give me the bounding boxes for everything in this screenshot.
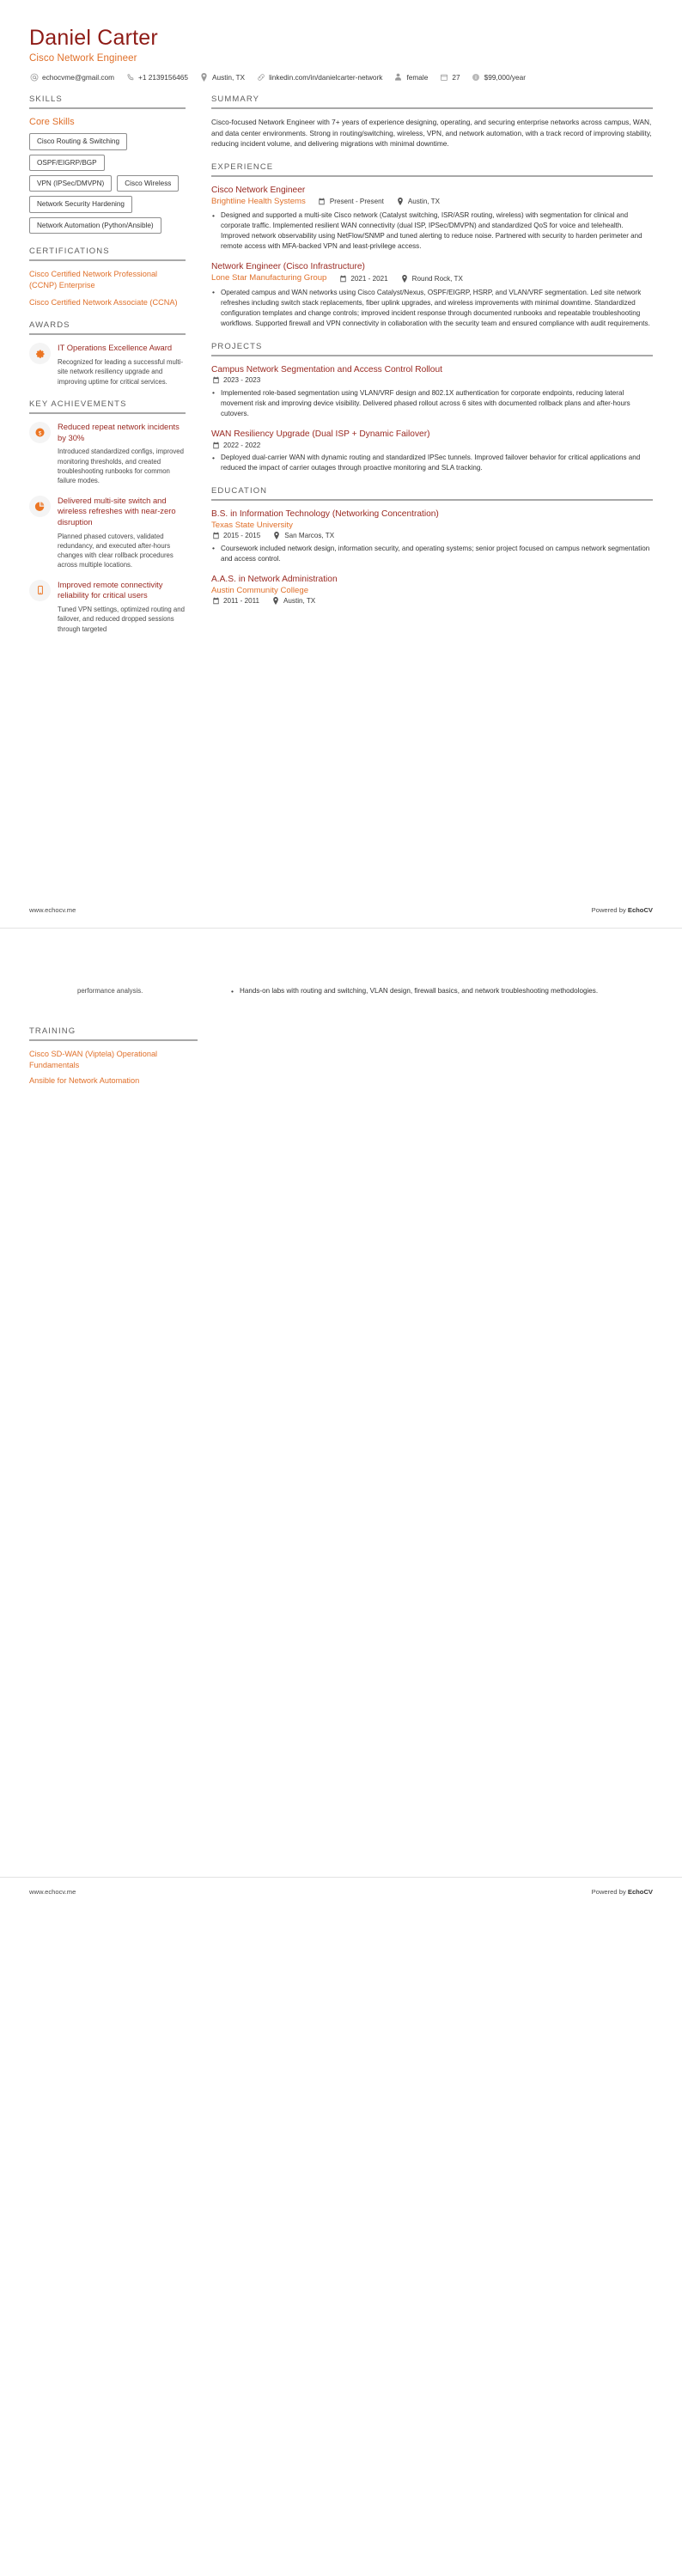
contact-gender-text: female — [406, 72, 429, 82]
bullet: • Implemented role-based segmentation using VLAN/VRF design and 802.1X authentication for corporate endpoints, reducing lateral movement risk and improving device visibility. Delivered phased rollout across 6 sites with documented rollback plans and after-hours cutovers. — [211, 388, 653, 419]
experience-organization: Brightline Health Systems — [211, 196, 306, 206]
project-title: WAN Resiliency Upgrade (Dual ISP + Dynamic Failover) — [211, 429, 430, 439]
key-achievements-heading: KEY ACHIEVEMENTS — [29, 399, 127, 409]
section-training — [29, 1026, 198, 1092]
education-school: Austin Community College — [211, 585, 309, 595]
resume-sheet — [0, 0, 682, 647]
experience-job-title: Cisco Network Engineer — [211, 185, 306, 195]
project-bullets — [211, 388, 653, 419]
education-location-text: Austin, TX — [283, 596, 316, 605]
resume-header — [29, 0, 653, 82]
section-education — [211, 486, 653, 605]
contact-salary-text: $99,000/year — [484, 72, 527, 82]
footer-brand: EchoCV — [627, 906, 653, 914]
experience-dates-text: 2021 - 2021 — [350, 275, 388, 283]
calendar-icon — [211, 376, 220, 385]
person-icon — [393, 72, 403, 82]
experience-meta — [211, 197, 653, 207]
experience-location-text: Austin, TX — [407, 198, 441, 206]
education-degree: A.A.S. in Network Administration — [211, 574, 338, 584]
contact-salary — [472, 72, 526, 82]
achievement-body — [58, 422, 186, 486]
experience-entry — [211, 185, 653, 253]
footer-site[interactable]: www.echocv.me — [29, 906, 76, 914]
project-dates — [211, 441, 260, 449]
education-dates — [211, 532, 260, 540]
calendar-icon — [439, 72, 448, 82]
bullet: • Hands-on labs with routing and switching, VLAN design, firewall basics, and network troubleshooting methodologies. — [230, 986, 651, 996]
contact-info-row — [29, 72, 653, 82]
calendar-icon — [211, 441, 220, 449]
experience-bullets — [211, 288, 653, 329]
project-meta — [211, 376, 653, 385]
education-degree: B.S. in Information Technology (Networking Concentration) — [211, 509, 439, 520]
skill-chip: Network Automation (Python/Ansible) — [29, 217, 161, 234]
education-bullets — [230, 986, 651, 996]
award-item — [29, 343, 186, 387]
experience-job-title: Network Engineer (Cisco Infrastructure) — [211, 262, 365, 272]
experience-divider — [211, 175, 653, 177]
experience-dates — [338, 275, 387, 283]
project-dates — [211, 376, 260, 385]
achievement-body — [58, 580, 186, 634]
education-location — [272, 532, 334, 540]
mobile-phone-icon — [29, 580, 51, 601]
section-summary — [211, 94, 653, 149]
contact-phone-text: +1 2139156465 — [138, 72, 188, 82]
training-item: Cisco SD-WAN (Viptela) Operational Fundamentals — [29, 1050, 158, 1069]
contact-age-text: 27 — [452, 72, 460, 82]
experience-dates-text: Present - Present — [329, 198, 384, 206]
experience-entry — [211, 261, 653, 329]
page-1-footer-rule — [0, 928, 682, 929]
project-title: Campus Network Segmentation and Access Control Rollout — [211, 364, 442, 375]
project-dates-text: 2023 - 2023 — [223, 376, 261, 385]
experience-location — [396, 198, 440, 206]
award-description: Recognized for leading a successful multi-site network resiliency upgrade and improving uptime for critical services. — [58, 358, 184, 386]
email-icon — [29, 72, 39, 82]
calendar-icon — [318, 198, 326, 206]
location-pin-icon — [272, 532, 281, 540]
achievement-description-truncated: Tuned VPN settings, optimized routing and failover, and reduced dropped sessions through targeted — [58, 606, 185, 633]
project-meta — [211, 441, 653, 449]
location-pin-icon — [396, 198, 405, 206]
achievement-title: Delivered multi-site switch and wireless refreshes with near-zero disruption — [58, 495, 176, 527]
education-location — [271, 596, 315, 605]
achievement-item — [29, 422, 186, 486]
skills-group-title: Core Skills — [29, 117, 75, 128]
training-item: Ansible for Network Automation — [29, 1076, 140, 1086]
right-column — [198, 94, 653, 618]
experience-location — [400, 275, 463, 283]
location-pin-icon — [199, 72, 209, 82]
bullet: • Coursework included network design, information security, and operating systems; senior project focused on campus network segmentation and access control. — [211, 544, 653, 564]
achievement-body — [58, 496, 186, 570]
skill-chip-list — [29, 133, 186, 234]
skills-divider — [29, 107, 186, 109]
experience-location-text: Round Rock, TX — [411, 275, 463, 283]
phone-icon — [125, 72, 135, 82]
education-bullets — [211, 544, 653, 564]
candidate-job-title: Cisco Network Engineer — [29, 52, 137, 64]
key-achievements-divider — [29, 412, 186, 414]
achievement-overflow-text — [77, 986, 223, 996]
bullet: • Operated campus and WAN networks using Cisco Catalyst/Nexus, OSPF/EIGRP, HSRP, and VLAN/VRF segmentation. Led site network refreshes including switch stack replacements, fiber uplink upgrades, and wireless improvements with minimal downtime. Standardized configuration templates and change controls; improved incident response through documented runbooks and repeatable troubleshooting workflows. Supported firewall and VPN connectivity in collaboration with the security team and ensured compliance with audit requirements. — [211, 288, 653, 329]
calendar-icon — [211, 596, 220, 605]
calendar-icon — [211, 532, 220, 540]
education-dates-text: 2011 - 2011 — [223, 596, 260, 605]
link-icon — [256, 72, 265, 82]
contact-location-text: Austin, TX — [211, 72, 246, 82]
info-icon — [472, 72, 481, 82]
award-body — [58, 343, 186, 387]
gear-icon — [29, 343, 51, 364]
education-location-text: San Marcos, TX — [284, 532, 335, 540]
education-dates — [211, 596, 259, 605]
location-pin-icon — [400, 275, 409, 283]
skills-heading: SKILLS — [29, 94, 63, 105]
certifications-divider — [29, 259, 186, 261]
footer-powered-prefix: Powered by — [591, 906, 628, 914]
achievement-description: Introduced standardized configs, improved monitoring thresholds, and created troubleshooting runbooks for common failure modes. — [58, 448, 184, 485]
bullet: • Designed and supported a multi-site Cisco network (Catalyst switching, ISR/ASR routing, wireless) with segmentation for clinical and corporate traffic. Implemented resilient WAN connectivity (dual ISP, IPSec/DMVPN) and standardized QoS for voice and telehealth. Improved network observability using NetFlow/SNMP and tuned alerting to reduce noise. Partnered with security to harden perimeter and remote access with MFA-backed VPN and least-privilege access. — [211, 210, 653, 252]
skill-chip: VPN (IPSec/DMVPN) — [29, 175, 112, 192]
skill-chip: OSPF/EIGRP/BGP — [29, 155, 105, 171]
award-title: IT Operations Excellence Award — [58, 343, 173, 353]
skill-chip: Cisco Routing & Switching — [29, 133, 127, 149]
summary-text: Cisco-focused Network Engineer with 7+ years of experience designing, operating, and securing enterprise networks across campus, WAN, and data center environments. Strong in routing/switching, wireless, VPN, and network automation, with a track record of improving stability, reducing incident volume, and delivering migrations with minimal downtime. — [211, 118, 652, 149]
footer-powered-by — [592, 1888, 653, 1896]
certification-item: Cisco Certified Network Associate (CCNA) — [29, 297, 178, 307]
left-column — [29, 94, 198, 647]
education-school: Texas State University — [211, 521, 293, 531]
achievement-title: Improved remote connectivity reliability for critical users — [58, 579, 163, 600]
education-entry — [211, 509, 653, 564]
contact-email[interactable] — [29, 72, 114, 82]
svg-text:$: $ — [38, 430, 42, 437]
footer-brand: EchoCV — [627, 1888, 653, 1896]
education-heading: EDUCATION — [211, 486, 268, 496]
experience-bullets — [211, 210, 653, 252]
education-meta — [211, 532, 653, 540]
section-experience — [211, 162, 653, 329]
project-bullets — [211, 453, 653, 473]
awards-heading: AWARDS — [29, 320, 70, 331]
section-certifications — [29, 247, 186, 308]
experience-heading: EXPERIENCE — [211, 161, 274, 172]
awards-divider — [29, 333, 186, 335]
contact-gender — [393, 72, 428, 82]
contact-location — [199, 72, 245, 82]
candidate-name: Daniel Carter — [29, 26, 158, 50]
footer-powered-prefix: Powered by — [591, 1888, 628, 1896]
education-divider — [211, 499, 653, 501]
location-pin-icon — [271, 596, 280, 605]
certification-item: Cisco Certified Network Professional (CCNP) Enterprise — [29, 270, 158, 289]
section-awards — [29, 320, 186, 387]
achievement-item — [29, 580, 186, 634]
bullet: • Deployed dual-carrier WAN with dynamic routing and standardized IPSec tunnels. Improved failover behavior for critical applications and reduced the impact of carrier outages through proactive monitoring and SLA tracking. — [211, 453, 653, 473]
pie-chart-icon — [29, 496, 51, 517]
experience-dates — [318, 198, 384, 206]
achievement-title: Reduced repeat network incidents by 30% — [58, 421, 180, 442]
section-skills — [29, 94, 186, 234]
projects-heading: PROJECTS — [211, 341, 263, 351]
summary-heading: SUMMARY — [211, 94, 260, 105]
calendar-icon — [338, 275, 347, 283]
dollar-coin-icon — [29, 422, 51, 443]
contact-age — [439, 72, 460, 82]
skill-chip: Network Security Hardening — [29, 196, 132, 212]
education-entry — [211, 574, 653, 606]
footer-powered-by — [592, 906, 653, 914]
page-1-footer — [29, 906, 653, 914]
project-dates-text: 2022 - 2022 — [223, 441, 261, 449]
certifications-heading: CERTIFICATIONS — [29, 247, 110, 257]
footer-site[interactable]: www.echocv.me — [29, 1888, 76, 1896]
contact-phone[interactable] — [125, 72, 188, 82]
summary-divider — [211, 107, 653, 109]
education-overflow-bullet — [230, 986, 651, 998]
contact-linkedin-text: linkedin.com/in/danielcarter-network — [269, 72, 383, 82]
project-entry — [211, 429, 653, 473]
education-meta — [211, 596, 653, 605]
achievement-item — [29, 496, 186, 570]
page-2-footer — [29, 1888, 653, 1896]
achievement-description: Planned phased cutovers, validated redundancy, and executed after-hours changes with clear rollback procedures across multiple locations. — [58, 532, 174, 569]
contact-linkedin[interactable] — [256, 72, 382, 82]
experience-organization: Lone Star Manufacturing Group — [211, 273, 327, 283]
experience-meta — [211, 273, 653, 283]
training-divider — [29, 1039, 198, 1041]
section-projects — [211, 342, 653, 473]
projects-divider — [211, 355, 653, 356]
section-key-achievements — [29, 399, 186, 634]
skill-chip: Cisco Wireless — [117, 175, 179, 192]
achievement-tail: performance analysis. — [77, 987, 143, 995]
project-entry — [211, 364, 653, 419]
resume-columns — [29, 94, 653, 647]
education-dates-text: 2015 - 2015 — [223, 532, 261, 540]
page-2-footer-rule — [0, 1877, 682, 1878]
contact-email-text: echocvme@gmail.com — [42, 72, 115, 82]
training-heading: TRAINING — [29, 1026, 76, 1036]
